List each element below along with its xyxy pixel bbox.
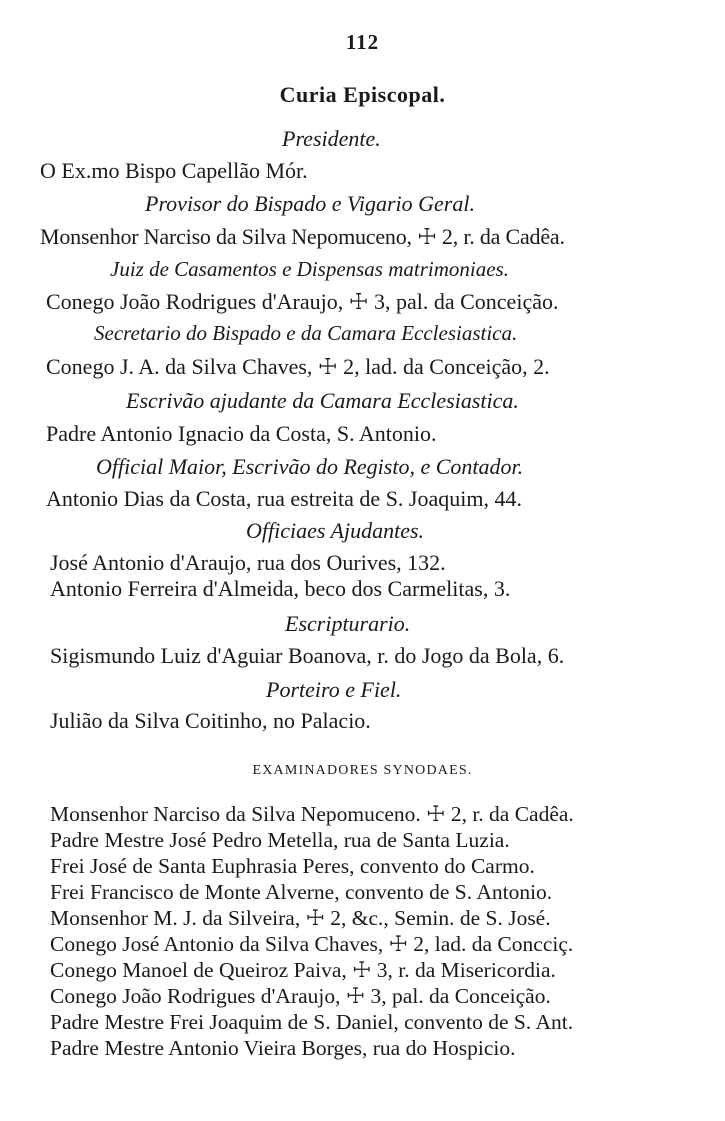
office-holder-presidente: O Ex.mo Bispo Capellão Mór. [40,158,308,183]
office-role-escripturario: Escripturario. [285,611,411,636]
office-holder-juiz: Conego João Rodrigues d'Araujo, ☩ 3, pal. da Conceição. [46,289,559,314]
examiner-entry: Frei José de Santa Euphrasia Peres, convento do Carmo. [50,854,535,878]
examiner-entry: Padre Mestre Antonio Vieira Borges, rua do Hospicio. [50,1036,516,1060]
office-role-provisor: Provisor do Bispado e Vigario Geral. [145,191,475,216]
office-role-porteiro: Porteiro e Fiel. [266,677,402,702]
office-holder-provisor: Monsenhor Narciso da Silva Nepomuceno, ☩ 2, r. da Cadêa. [40,224,565,249]
section-title: Curia Episcopal. [279,82,446,107]
office-holder-escrivao-ajudante: Padre Antonio Ignacio da Costa, S. Antonio. [46,421,437,446]
office-holder-officiaes-ajudantes-1: José Antonio d'Araujo, rua dos Ourives, 132. [50,550,446,575]
office-role-official-maior: Official Maior, Escrivão do Registo, e Contador. [96,454,524,479]
examiner-entry: Monsenhor Narciso da Silva Nepomuceno. ☩ 2, r. da Cadêa. [50,802,574,826]
examiner-entry: Conego José Antonio da Silva Chaves, ☩ 2, lad. da Concciç. [50,932,574,956]
office-role-escrivao-ajudante: Escrivão ajudante da Camara Ecclesiastica. [126,388,519,413]
office-holder-secretario: Conego J. A. da Silva Chaves, ☩ 2, lad. da Conceição, 2. [46,354,550,379]
office-role-juiz: Juiz de Casamentos e Dispensas matrimoniaes. [110,257,509,281]
office-role-officiaes-ajudantes: Officiaes Ajudantes. [246,518,425,543]
examiner-entry: Padre Mestre José Pedro Metella, rua de Santa Luzia. [50,828,510,852]
examiner-entry: Conego João Rodrigues d'Araujo, ☩ 3, pal. da Conceição. [50,984,551,1008]
office-holder-officiaes-ajudantes-2: Antonio Ferreira d'Almeida, beco dos Carmelitas, 3. [50,576,511,601]
office-role-secretario: Secretario do Bispado e da Camara Ecclesiastica. [94,321,518,345]
examiner-entry: Conego Manoel de Queiroz Paiva, ☩ 3, r. da Misericordia. [50,958,556,982]
office-holder-official-maior: Antonio Dias da Costa, rua estreita de S. Joaquim, 44. [46,486,522,511]
examiner-entry: Padre Mestre Frei Joaquim de S. Daniel, convento de S. Ant. [50,1010,574,1034]
examiner-entry: Frei Francisco de Monte Alverne, convento de S. Antonio. [50,880,553,904]
office-holder-escripturario: Sigismundo Luiz d'Aguiar Boanova, r. do Jogo da Bola, 6. [50,643,565,668]
office-holder-porteiro: Julião da Silva Coitinho, no Palacio. [50,708,371,733]
office-role-presidente: Presidente. [282,126,381,151]
examiner-entry: Monsenhor M. J. da Silveira, ☩ 2, &c., Semin. de S. José. [50,906,551,930]
examiners-heading: EXAMINADORES SYNODAES. [252,763,473,778]
page-number: 112 [345,30,380,54]
